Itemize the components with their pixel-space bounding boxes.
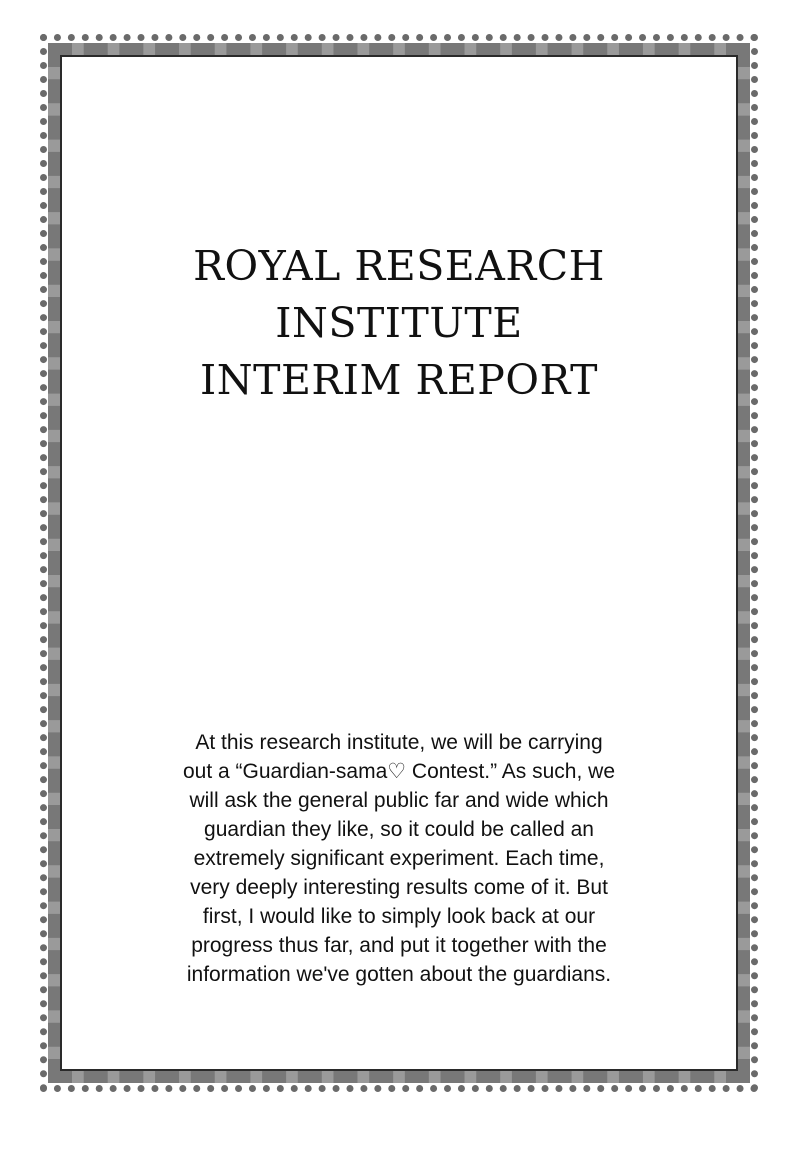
paragraph-line: information we've gotten about the guardians.: [186, 963, 612, 986]
paragraph-line: will ask the general public far and wide which: [189, 789, 609, 812]
paragraph-line: very deeply interesting results come of it. But: [190, 876, 608, 899]
intro-paragraph: [130, 728, 668, 989]
paragraph-line: extremely significant experiment. Each time,: [193, 847, 605, 870]
title-line-2: INSTITUTE: [275, 299, 523, 347]
title-line-1: ROYAL RESEARCH: [193, 242, 605, 290]
paragraph-line: first, I would like to simply look back at our: [202, 905, 596, 928]
paragraph-line: out a “Guardian-sama♡ Contest.” As such, we: [182, 760, 616, 783]
paragraph-line: At this research institute, we will be carrying: [195, 731, 603, 754]
page-title: [100, 238, 698, 409]
title-line-3: INTERIM REPORT: [200, 356, 598, 404]
paragraph-line: guardian they like, so it could be called an: [204, 818, 594, 841]
paragraph-line: progress thus far, and put it together with the: [191, 934, 607, 957]
